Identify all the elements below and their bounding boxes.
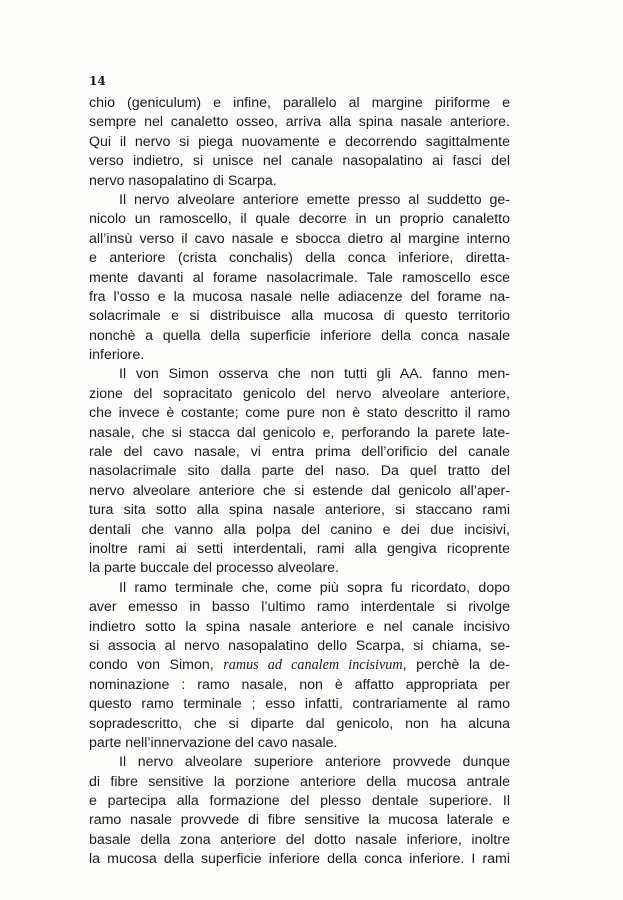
text-line: si associa al nervo nasopalatino dello Scarpa, si chiama, se- — [89, 637, 510, 654]
text-line: la parte buccale del processo alveolare. — [89, 560, 340, 577]
text-line: Il von Simon osserva che non tutti gli AA. fanno men- — [119, 366, 510, 383]
paragraph-1 — [89, 94, 510, 191]
text-line-with-italic — [89, 656, 510, 675]
text-fragment: , perchè la de- — [402, 657, 510, 674]
text-line: questo ramo terminale ; esso infatti, contrariamente al ramo — [89, 696, 510, 713]
text-line: mente davanti al forame nasolacrimale. Tale ramoscello esce — [89, 269, 510, 286]
body-text — [89, 94, 510, 870]
text-line: Il ramo terminale che, come più sopra fu ricordato, dopo — [119, 579, 510, 596]
text-line: tura sita sotto alla spina nasale anteriore, si staccano rami — [89, 502, 510, 519]
text-line: Il nervo alveolare superiore anteriore provvede dunque — [119, 754, 510, 771]
text-line: nominazione : ramo nasale, non è affatto appropriata per — [89, 676, 510, 693]
text-line: parte nell’innervazione del cavo nasale. — [89, 734, 338, 751]
text-line: sempre nel canaletto osseo, arriva alla spina nasale anteriore. — [89, 114, 510, 131]
italic-term: ramus ad canalem incisivum — [223, 657, 403, 674]
text-line: inferiore. — [89, 347, 145, 364]
text-line: nervo nasopalatino di Scarpa. — [89, 172, 277, 189]
text-line: sopradescritto, che si diparte dal genicolo, non ha alcuna — [89, 715, 510, 732]
paragraph-5 — [89, 753, 510, 869]
text-line: solacrimale e si distribuisce alla mucosa di questo territorio — [89, 308, 510, 325]
text-line: all’insù verso il cavo nasale e sbocca dietro al margine interno — [89, 230, 510, 247]
page-number: 14 — [89, 74, 106, 88]
text-line: chio (geniculum) e infine, parallelo al margine piriforme e — [89, 95, 510, 111]
text-line: rale del cavo nasale, vi entra prima dell’orificio del canale — [89, 444, 510, 461]
text-line: basale della zona anteriore del dotto nasale inferiore, inoltre — [89, 831, 510, 848]
text-line: Qui il nervo si piega nuovamente e decorrendo sagittalmente — [89, 133, 510, 150]
text-line: che invece è costante; come pure non è stato descritto il ramo — [89, 405, 510, 422]
text-line: di fibre sensitive la porzione anteriore della mucosa antrale — [89, 773, 510, 790]
text-line: nicolo un ramoscello, il quale decorre in un proprio canaletto — [89, 211, 510, 228]
text-line: e anteriore (crista conchalis) della conca inferiore, diretta- — [89, 250, 510, 267]
text-line: inoltre rami ai setti interdentali, rami alla gengiva ricoprente — [89, 540, 510, 557]
text-line: nasale, che si stacca dal genicolo e, perforando la parete late- — [89, 424, 510, 441]
text-line: aver emesso in basso l’ultimo ramo interdentale si rivolge — [89, 599, 510, 616]
text-line: la mucosa della superficie inferiore della conca inferiore. I rami — [89, 851, 510, 868]
text-fragment: condo von Simon, — [89, 657, 224, 674]
text-line: zione del sopracitato genicolo del nervo alveolare anteriore, — [89, 385, 510, 402]
text-line: dentali che vanno alla polpa del canino e dei due incisivi, — [89, 521, 510, 538]
text-line: e partecipa alla formazione del plesso dentale superiore. Il — [89, 793, 510, 810]
text-line: nasolacrimale sito dalla parte del naso. Da quel tratto del — [89, 463, 510, 480]
text-line: verso indietro, si unisce nel canale nasopalatino ai fasci del — [89, 153, 510, 170]
text-line: fra l’osso e la mucosa nasale nelle adiacenze del forame na- — [89, 288, 510, 305]
paragraph-3 — [89, 365, 510, 578]
text-line: nervo alveolare anteriore che si estende dal genicolo all’aper- — [89, 482, 510, 499]
text-line: indietro sotto la spina nasale anteriore e nel canale incisivo — [89, 618, 510, 635]
text-line: ramo nasale provvede di fibre sensitive la mucosa laterale e — [89, 812, 510, 829]
text-line: nonchè a quella della superficie inferiore della conca nasale — [89, 327, 510, 344]
paragraph-2 — [89, 191, 510, 366]
text-line: Il nervo alveolare anteriore emette presso al suddetto ge- — [119, 191, 510, 208]
paragraph-4 — [89, 579, 510, 754]
